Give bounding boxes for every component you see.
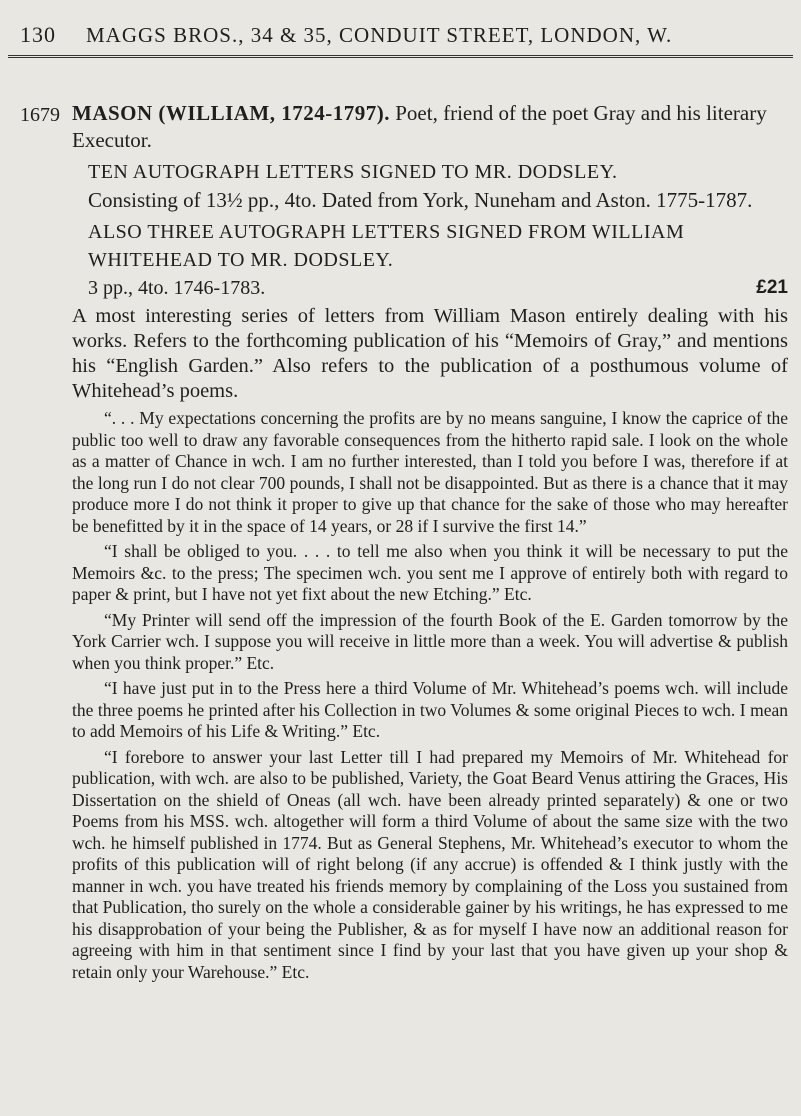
quote-paragraph: “I shall be obliged to you. . . . to tell me also when you think it will be necessary to put the Memoirs &c. to the press; The specimen wch. you sent me I approve of entirely both with regard to paper & print, but I have not yet fixt about the new Etching.” Etc.: [72, 541, 788, 604]
lot1-title: TEN AUTOGRAPH LETTERS SIGNED TO MR. DODSLEY.: [88, 161, 618, 183]
page-number: 130: [20, 22, 56, 47]
lot2-price-row: [88, 274, 788, 302]
quote-paragraph: “My Printer will send off the impression of the fourth Book of the E. Garden tomorrow by the York Carrier wch. I suppose you will receive in little more than a week. You will advertise & publish when you think proper.” Etc.: [72, 609, 788, 673]
lot1-detail: Consisting of 13½ pp., 4to. Dated from York, Nuneham and Aston. 1775-1787.: [88, 188, 753, 212]
description: A most interesting series of letters from William Mason entirely dealing with his works. Refers to the forthcoming publication of his “Memoirs of Gray,” and mentions his “English Garden.” Also refers to the publication of a posthumous volume of Whitehead’s poems.: [72, 305, 788, 402]
lot2-title: ALSO THREE AUTOGRAPH LETTERS SIGNED FROM WILLIAM WHITEHEAD TO MR. DODSLEY.: [88, 221, 685, 271]
quote-paragraph: “. . . My expectations concerning the profits are by no means sanguine, I know the caprice of the public too well to draw any favorable consequences from the hitherto rapid sale. I look on the whole as a matter of Chance in wch. I am no further interested, than I told you before I was, therefore if at the long run I do not clear 700 pounds, I shall not be disappointed. But as there is a chance that it may produce more I do not think it proper to give up that chance for the sake of those who may hereafter be benefitted by it in the space of 14 years, or 28 if I survive the first 14.”: [72, 408, 788, 536]
quote-paragraph: “I forebore to answer your last Letter till I had prepared my Memoirs of Mr. Whitehead for publication, with wch. are also to be published, Variety, the Goat Beard Venus attiring the Graces, His Dissertation on the shield of Oneas (all wch. have been already printed separately) & one or two Poems from his MSS. wch. altogether will form a third Volume of about the same size with the two wch. he himself published in 1774. But as General Stephens, Mr. Whitehead’s executor to whom the profits of this publication will of right belong (if any accrue) is offended & I think justly with the manner in wch. you have treated his friends memory by complaining of the Loss you sustained from that Publication, tho surely on the whole a considerable gainer by his writings, he has expressed to me his disapprobation of your being the Publisher, & as for myself I have now an additional reason for agreeing with him in that sentiment since I find by your last that you have given up your shop & retain only your Warehouse.” Etc.: [72, 746, 788, 982]
price: £21: [756, 277, 788, 298]
catalogue-entry: [72, 100, 788, 983]
entry-heading: [72, 100, 788, 154]
quote-paragraph: “I have just put in to the Press here a third Volume of Mr. Whitehead’s poems wch. will include the three poems he printed after his Collection in two Volumes & some original Pieces to wch. I mean to add Memoirs of his Life & Writing.” Etc.: [72, 678, 788, 741]
page-header: [20, 22, 791, 48]
running-title: MAGGS BROS., 34 & 35, CONDUIT STREET, LONDON, W.: [86, 23, 673, 47]
lot2-detail: 3 pp., 4to. 1746-1783.: [88, 277, 266, 299]
author-intro: Poet, friend of the poet Gray and his literary Executor.: [72, 101, 767, 152]
item-number: 1679: [20, 104, 60, 126]
header-rule: [8, 55, 793, 58]
author-name: MASON (WILLIAM, 1724-1797).: [72, 101, 390, 125]
